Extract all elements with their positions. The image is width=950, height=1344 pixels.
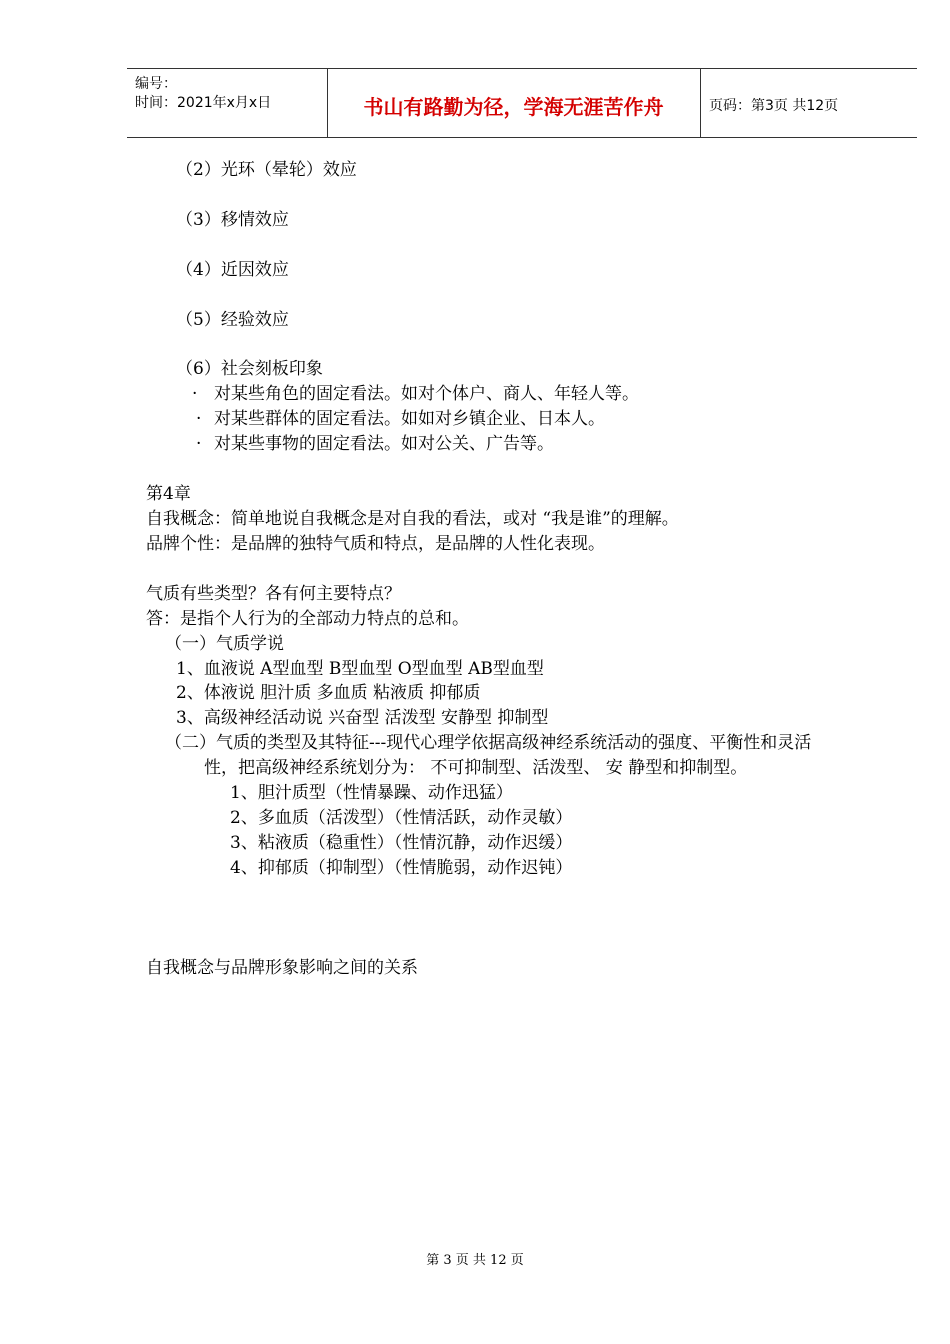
question: 气质有些类型？各有何主要特点？ [146, 584, 401, 604]
type-item: 1、胆汁质型（性情暴躁、动作迅猛） [230, 783, 513, 803]
effect-item: （6）社会刻板印象 [176, 359, 323, 379]
header-page-cell [701, 69, 917, 137]
bullet-icon: · [196, 434, 202, 454]
section-continuation: 性，把高级神经系统划分为： 不可抑制型、活泼型、 安 静型和抑制型。 [204, 758, 748, 778]
type-item: 3、粘液质（稳重性）（性情沉静，动作迟缓） [230, 833, 573, 853]
effect-item: （2）光环（晕轮）效应 [176, 160, 357, 180]
theory-item: 3、高级神经活动说 兴奋型 活泼型 安静型 抑制型 [176, 708, 549, 728]
time-label: 时间：2021年x月x日 [135, 95, 272, 111]
brand-personality-definition: 品牌个性：是品牌的独特气质和特点，是品牌的人性化表现。 [146, 534, 605, 554]
effect-item: （3）移情效应 [176, 210, 289, 230]
motto: 书山有路勤为径，学海无涯苦作舟 [363, 95, 664, 119]
theory-item: 1、血液说 A型血型 B型血型 O型血型 AB型血型 [176, 659, 544, 679]
number-label: 编号： [135, 76, 177, 92]
header-motto-cell [327, 69, 701, 137]
effect-item: （5）经验效应 [176, 310, 289, 330]
header-meta-cell [127, 69, 328, 137]
chapter-title: 第4章 [146, 484, 191, 504]
page-footer: 第 3 页 共 12 页 [426, 1253, 524, 1268]
stereotype-point: 对某些角色的固定看法。如对个体户、商人、年轻人等。 [214, 384, 639, 404]
section-heading: （一）气质学说 [165, 634, 284, 654]
page-info: 页码：第3页 共12页 [709, 98, 839, 114]
self-concept-definition: 自我概念：简单地说自我概念是对自我的看法，或对 “我是谁”的理解。 [146, 509, 679, 529]
bullet-icon: · [196, 409, 202, 429]
effect-item: （4）近因效应 [176, 260, 289, 280]
type-item: 4、抑郁质（抑制型）（性情脆弱，动作迟钝） [230, 858, 573, 878]
section-heading: （二）气质的类型及其特征---现代心理学依据高级神经系统活动的强度、平衡性和灵活 [165, 733, 812, 753]
closing-topic: 自我概念与品牌形象影响之间的关系 [146, 958, 418, 978]
type-item: 2、多血质（活泼型）（性情活跃，动作灵敏） [230, 808, 573, 828]
bullet-icon: · [192, 384, 198, 404]
stereotype-point: 对某些群体的固定看法。如如对乡镇企业、日本人。 [214, 409, 605, 429]
page-header [127, 68, 917, 138]
answer: 答：是指个人行为的全部动力特点的总和。 [146, 609, 469, 629]
stereotype-point: 对某些事物的固定看法。如对公关、广告等。 [214, 434, 554, 454]
theory-item: 2、体液说 胆汁质 多血质 粘液质 抑郁质 [176, 683, 481, 703]
